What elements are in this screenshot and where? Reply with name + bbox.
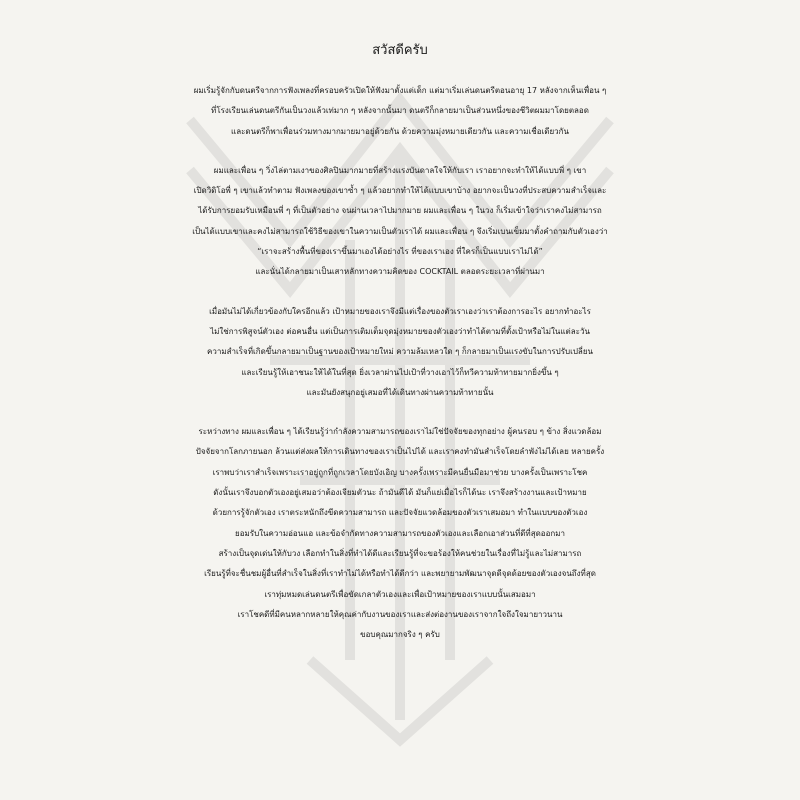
text-line: เราทุ่มหมดเล่นดนตรีเพื่อขัดเกลาตัวเองและเพื่อเป้าหมายของเราแบบนั้นเสมอมา	[264, 589, 536, 599]
text-line: เป็นได้แบบเขาและคงไม่สามารถใช้วิธีของเขาในความเป็นตัวเราได้ ผมและเพื่อน ๆ จึงเริ่มเบนเข็มมาตั้งคำถามกับตัวเองว่า	[192, 226, 608, 236]
text-line: ผมและเพื่อน ๆ วิ่งไล่ตามเงาของศิลปินมากมายที่สร้างแรงบันดาลใจให้กับเรา เราอยากจะทำให้ได้แบบพี่ ๆ เขา	[213, 165, 587, 175]
text-line: และมันยังสนุกอยู่เสมอที่ได้เดินทางผ่านความท้าทายนั้น	[306, 387, 494, 397]
text-line: เปิดวิดิโอพี่ ๆ เขาแล้วทำตาม ฟังเพลงของเขาซ้ำ ๆ แล้วอยากทำให้ได้แบบเขาบ้าง อยากจะเป็นวงที่ประสบความสำเร็จและ	[193, 186, 607, 196]
letter-signoff: ขอบคุณมากจริง ๆ ครับ	[360, 630, 440, 640]
text-line: ปัจจัยจากโลกภายนอก ล้วนแต่ส่งผลให้การเดินทางของเราเป็นไปได้ และเราคงทำมันสำเร็จโดยลำพังไม่ได้เลย หลายครั้ง	[195, 447, 605, 457]
paragraph-1	[0, 81, 800, 142]
text-line: และดนตรีก็พาเพื่อนร่วมทางมากมายมาอยู่ด้วยกัน ด้วยความมุ่งหมายเดียวกัน และความเชื่อเดียวกัน	[231, 126, 569, 136]
text-line: ดังนั้นเราจึงบอกตัวเองอยู่เสมอว่าต้องเจียมตัวนะ ถ้ามันดีได้ มันก็แย่เมื่อไรก็ได้นะ เราจึงสร้างงานและเป้าหมาย	[213, 488, 587, 498]
paragraph-3	[0, 302, 800, 403]
text-line: ความสำเร็จที่เกิดขึ้นกลายมาเป็นฐานของเป้าหมายใหม่ ความล้มเหลวใด ๆ ก็กลายมาเป็นแรงขับในการปรับเปลี่ยน	[207, 347, 593, 357]
letter-greeting: สวัสดีครับ	[372, 43, 428, 58]
text-line: สร้างเป็นจุดเด่นให้กับวง เลือกทำในสิ่งที่ทำได้ดีและเรียนรู้ที่จะขอร้องให้คนช่วยในเรื่องที่ไม่รู้และไม่สามารถ	[218, 548, 582, 558]
text-line: ได้รับการยอมรับเหมือนพี่ ๆ ที่เป็นตัวอย่าง จนผ่านเวลาไปมากมาย ผมและเพื่อน ๆ ในวง ก็เริ่มเข้าใจว่าเราคงไม่สามารถ	[198, 206, 602, 216]
paragraph-4	[0, 422, 800, 645]
paragraph-2	[0, 161, 800, 283]
text-line: ที่โรงเรียนเล่นดนตรีกันเป็นวงแล้วเท่มาก ๆ หลังจากนั้นมา ดนตรีก็กลายมาเป็นส่วนหนึ่งของชีวิตผมมาโดยตลอด	[211, 106, 589, 116]
text-line: “เราจะสร้างพื้นที่ของเราขึ้นมาเองได้อย่างไร ที่ของเราเอง ที่ใครก็เป็นแบบเราไม่ได้”	[257, 247, 543, 257]
text-line: ไม่ใช่การพิสูจน์ตัวเอง ต่อคนอื่น แต่เป็นการเติมเต็มจุดมุ่งหมายของตัวเองว่าทำได้ตามที่ตั้งเป้าหรือไม่ในแต่ละวัน	[210, 326, 590, 336]
text-line: ผมเริ่มรู้จักกับดนตรีจากการฟังเพลงที่ครอบครัวเปิดให้ฟังมาตั้งแต่เด็ก แต่มาเริ่มเล่นดนตรีตอนอายุ 17 หลังจากเห็นเพื่อน ๆ	[193, 86, 607, 95]
text-line: และเรียนรู้ให้เอาชนะให้ได้ในที่สุด ยิ่งเวลาผ่านไปเป้าที่วางเอาไว้ก็ทวีความท้าทายมากยิ่งขึ้น ๆ	[241, 367, 559, 377]
text-line: ยอมรับในความอ่อนแอ และข้อจำกัดทางความสามารถของตัวเองและเลือกเอาส่วนที่ดีที่สุดออกมา	[235, 528, 565, 538]
text-line: ระหว่างทาง ผมและเพื่อน ๆ ได้เรียนรู้ว่ากำลังความสามารถของเราไม่ใช่ปัจจัยของทุกอย่าง ผู้คนรอบ ๆ ข้าง สิ่งแวดล้อม	[198, 427, 602, 437]
text-line: เรียนรู้ที่จะชื่นชมผู้อื่นที่สำเร็จในสิ่งที่เราทำไม่ได้หรือทำได้ดีกว่า และพยายามพัฒนาจุดดีจุดด้อยของตัวเองจนถึงที่สุด	[204, 569, 596, 579]
text-line: เราพบว่าเราสำเร็จเพราะเราอยู่ถูกที่ถูกเวลาโดยบังเอิญ บางครั้งเพราะมีคนยื่นมือมาช่วย บางครั้งเป็นเพราะโชค	[212, 467, 588, 477]
text-line: และนั่นได้กลายมาเป็นเสาหลักทางความคิดของ COCKTAIL ตลอดระยะเวลาที่ผ่านมา	[255, 267, 545, 277]
text-line: เมื่อมันไม่ได้เกี่ยวข้องกับใครอีกแล้ว เป้าหมายของเราจึงมีแต่เรื่องของตัวเราเองว่าเราต้องการอะไร อยากทำอะไร	[209, 306, 591, 316]
text-line: ด้วยการรู้จักตัวเอง เราตระหนักถึงขีดความสามารถ และปัจจัยแวดล้อมของตัวเราเสมอมา ทำในแบบของตัวเอง	[212, 508, 588, 518]
text-line: เราโชคดีที่มีคนหลากหลายให้คุณค่ากับงานของเราและส่งต่องานของเราจากใจถึงใจมายาวนาน	[237, 609, 563, 619]
